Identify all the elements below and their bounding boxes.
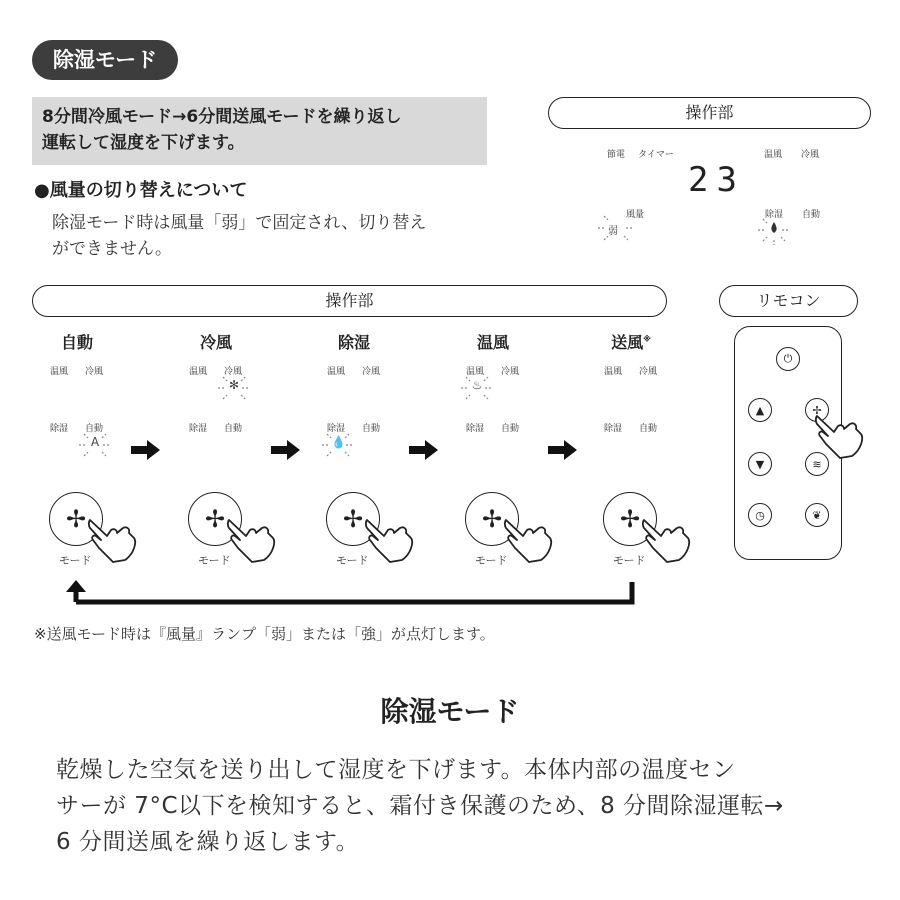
weak-lamp-label: 弱 [608, 226, 618, 237]
panel-label-timer: タイマー [638, 150, 674, 160]
fan-icon: ✢ [481, 505, 503, 533]
timer-button[interactable] [748, 503, 772, 527]
info-line-2: 運転して湿度を下げます。 [42, 133, 245, 153]
wind-icon: ≋ [812, 457, 822, 471]
mode-title [591, 330, 671, 353]
mode-button-label: モード [336, 554, 369, 567]
lit-lamp-symbol: ♨ [471, 378, 483, 392]
mode-button-label: モード [475, 554, 508, 567]
clock-icon: ◷ [755, 508, 765, 522]
panel-label-warm: 温風 [764, 150, 783, 160]
arrow-right-icon [548, 440, 578, 460]
lit-lamp-symbol: ✻ [228, 378, 240, 392]
mode-title-text: 送風 [611, 333, 644, 352]
mode-title [37, 330, 117, 353]
lamp-label-warm: 温風 [466, 367, 485, 377]
mode-button-label: モード [198, 554, 231, 567]
main-body-line-2: サーが 7°C以下を検知すると、霜付き保護のため、8 分間除湿運転→ [56, 793, 784, 819]
hand-pointer-icon [641, 514, 691, 566]
lit-lamp-symbol: A [90, 435, 100, 449]
lamp-label-warm: 温風 [189, 367, 208, 377]
fan-icon: ✢ [204, 505, 226, 533]
remote-hand-pointer-icon [814, 410, 864, 462]
lamp-label-dehumid: 除湿 [327, 424, 346, 434]
lamp-label-cool: 冷風 [362, 367, 381, 377]
mode-title-text: 温風 [476, 333, 509, 352]
lamp-label-cool: 冷風 [501, 367, 520, 377]
mode-button-label: モード [613, 554, 646, 567]
mode-title [314, 330, 394, 353]
lamp-label-dehumid: 除湿 [50, 424, 69, 434]
lamp-label-auto: 自動 [639, 424, 658, 434]
lamp-label-cool: 冷風 [85, 367, 104, 377]
panel-bottom-title: 操作部 [32, 285, 667, 317]
mode-title-text: 除湿 [337, 333, 370, 352]
panel-top-title: 操作部 [548, 97, 871, 129]
airflow-line-2: ができません。 [52, 239, 173, 259]
lamp-label-warm: 温風 [50, 367, 69, 377]
lamp-label-cool: 冷風 [224, 367, 243, 377]
leaf-icon: ❦ [812, 508, 822, 522]
hand-pointer-icon [87, 514, 137, 566]
fan-icon: ✢ [619, 505, 641, 533]
panel-label-auto: 自動 [802, 210, 821, 220]
fan-icon: ✢ [812, 403, 822, 417]
lamp-label-dehumid: 除湿 [189, 424, 208, 434]
info-box [32, 97, 487, 165]
eco-button[interactable] [805, 503, 829, 527]
fan-icon: ✢ [342, 505, 364, 533]
lit-lamp-symbol: 💧 [331, 435, 346, 449]
hand-pointer-icon [364, 514, 414, 566]
main-body-line-1: 乾燥した空気を送り出して湿度を下げます。本体内部の温度セン [56, 757, 736, 783]
arrow-right-icon [131, 440, 161, 460]
panel-label-dehumid: 除湿 [765, 210, 784, 220]
main-body [56, 752, 856, 860]
main-heading: 除湿モード [380, 695, 520, 728]
mode-tag: 除湿モード [32, 40, 178, 80]
main-body-line-3: 6 分間送風を繰り返します。 [56, 829, 360, 855]
lamp-label-auto: 自動 [362, 424, 381, 434]
airflow-heading: ●風量の切り替えについて [34, 180, 248, 201]
hand-pointer-icon [503, 514, 553, 566]
triangle-down-icon: ▼ [755, 457, 765, 471]
airflow-line-1: 除湿モード時は風量「弱」で固定され、切り替え [52, 213, 427, 233]
lamp-label-auto: 自動 [224, 424, 243, 434]
remote-title: リモコン [719, 285, 858, 317]
mode-button-label: モード [59, 554, 92, 567]
lamp-label-auto: 自動 [85, 424, 104, 434]
power-icon: ⏻ [783, 352, 793, 365]
dehumid-lamp-icon [756, 210, 792, 246]
down-button[interactable] [748, 452, 772, 476]
arrow-right-icon [409, 440, 439, 460]
return-arrow-icon [60, 580, 640, 610]
footnote: ※送風モード時は『風量』ランプ「弱」または「強」が点灯します。 [34, 625, 495, 643]
arrow-right-icon [271, 440, 301, 460]
airflow-text [52, 210, 482, 262]
mode-title-text: 冷風 [199, 333, 232, 352]
panel-label-fanspeed: 風量 [626, 210, 645, 220]
mode-title-text: 自動 [60, 333, 93, 352]
mode-title [453, 330, 533, 353]
fan-icon: ✢ [65, 505, 87, 533]
up-button[interactable] [748, 398, 772, 422]
lamp-label-warm: 温風 [327, 367, 346, 377]
lamp-label-dehumid: 除湿 [604, 424, 623, 434]
panel-label-cool: 冷風 [801, 150, 820, 160]
lamp-label-dehumid: 除湿 [466, 424, 485, 434]
weak-lamp-glow-icon [596, 208, 636, 242]
hand-pointer-icon [226, 514, 276, 566]
lamp-label-warm: 温風 [604, 367, 623, 377]
temperature-display: 23 [688, 160, 745, 200]
mode-title-mark: ※ [643, 334, 651, 344]
lamp-label-auto: 自動 [501, 424, 520, 434]
triangle-up-icon: ▲ [755, 403, 765, 417]
power-button[interactable] [776, 347, 800, 371]
panel-label-eco: 節電 [607, 150, 626, 160]
mode-title [176, 330, 256, 353]
lamp-label-cool: 冷風 [639, 367, 658, 377]
info-line-1: 8分間冷風モード→6分間送風モードを繰り返し [42, 107, 402, 127]
